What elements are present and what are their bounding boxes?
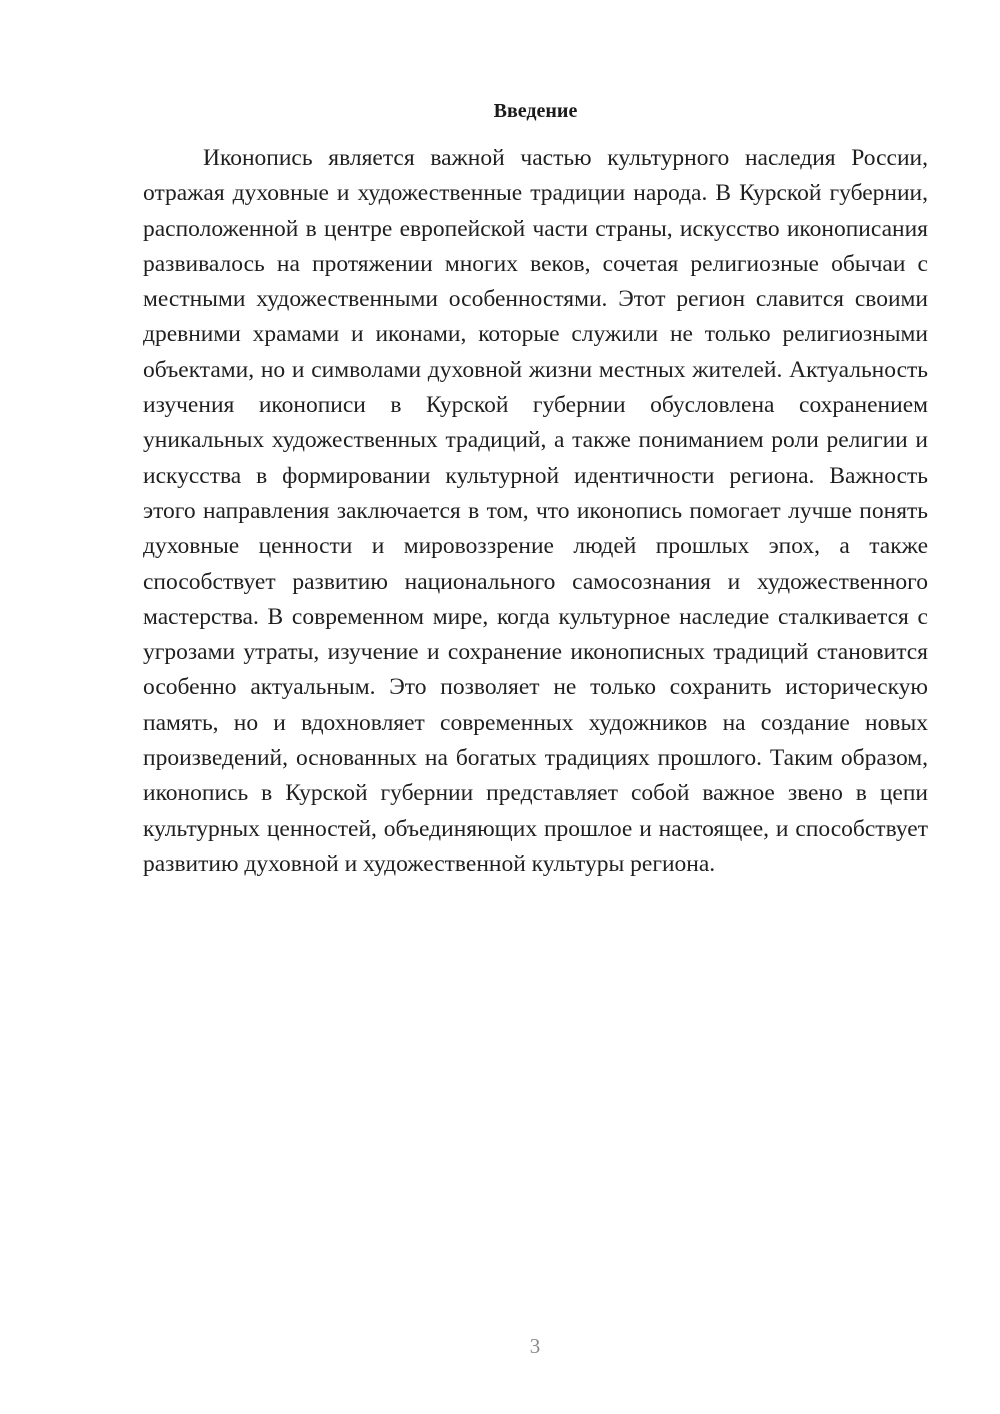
- page-number: 3: [529, 1334, 541, 1358]
- body-paragraph: Иконопись является важной частью культурного наследия России, отражая духовные и художественные традиции народа. В Курской губернии, расположенной в центре европейской части страны, искусство иконописания развивалось на протяжении многих веков, сочетая религиозные обычаи с местными художественными особенностями. Этот регион славится своими древними храмами и иконами, которые служили не только религиозными объектами, но и символами духовной жизни местных жителей. Актуальность изучения иконописи в Курской губернии обусловлена сохранением уникальных художественных традиций, а также пониманием роли религии и искусства в формировании культурной идентичности региона. Важность этого направления заключается в том, что иконопись помогает лучше понять духовные ценности и мировоззрение людей прошлых эпох, а также способствует развитию национального самосознания и художественного мастерства. В современном мире, когда культурное наследие сталкивается с угрозами утраты, изучение и сохранение иконописных традиций становится особенно актуальным. Это позволяет не только сохранить историческую память, но и вдохновляет современных художников на создание новых произведений, основанных на богатых традициях прошлого. Таким образом, иконопись в Курской губернии представляет собой важное звено в цепи культурных ценностей, объединяющих прошлое и настоящее, и способствует развитию духовной и художественной культуры региона.: [143, 145, 928, 877]
- section-heading: Введение: [493, 100, 578, 122]
